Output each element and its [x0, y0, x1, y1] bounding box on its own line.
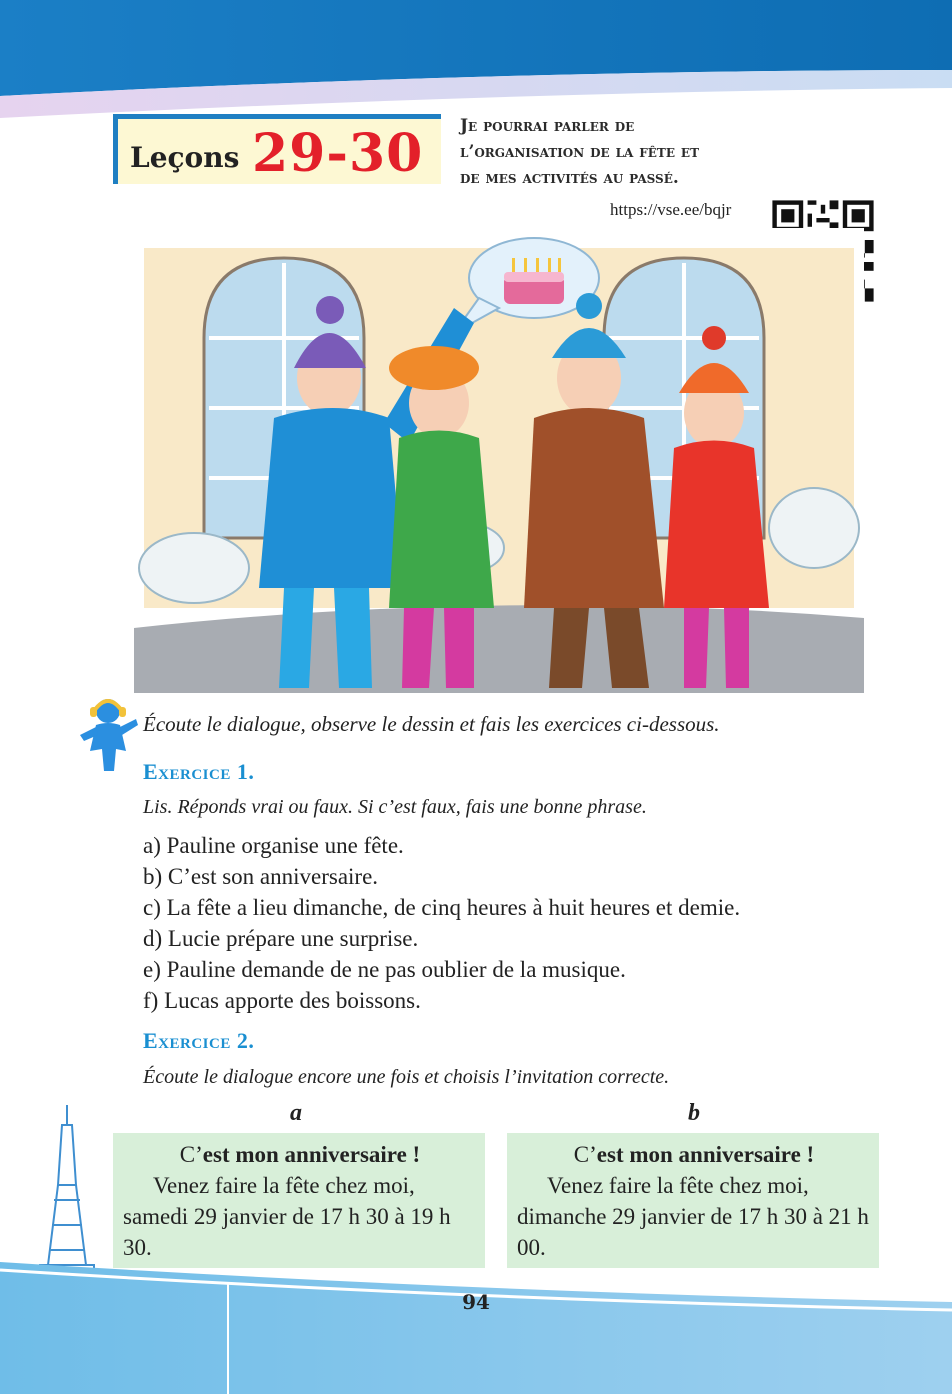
invitation-heading: [517, 1139, 871, 1170]
lesson-word: Leçons: [130, 141, 240, 174]
lesson-objective: [460, 113, 800, 191]
heading-prefix: C’: [179, 1142, 203, 1167]
objective-line: l’organisation de la fête et: [460, 142, 700, 162]
exercise2-title: Exercice 2.: [143, 1028, 255, 1053]
exercise1-list: [143, 830, 740, 1016]
invitation-card-a[interactable]: [113, 1133, 485, 1268]
headphones-figure-icon: [76, 695, 140, 773]
exercise1-title: Exercice 1.: [143, 759, 255, 784]
invitation-body: Venez faire la fête chez moi, samedi 29 janvier de 17 h 30 à 19 h 30.: [123, 1173, 451, 1260]
list-item: a) Pauline organise une fête.: [143, 833, 404, 858]
top-banner: [0, 0, 952, 125]
page-number: 94: [462, 1290, 490, 1314]
list-item: d) Lucie prépare une surprise.: [143, 926, 419, 951]
invitation-heading: [123, 1139, 477, 1170]
list-item: f) Lucas apporte des boissons.: [143, 988, 421, 1013]
lesson-number: 29-30: [252, 123, 424, 184]
heading-bold: est mon anniversaire !: [202, 1142, 421, 1167]
instruction-text: Écoute le dialogue, observe le dessin et fais les exercices ci-dessous.: [143, 712, 720, 736]
option-a-letter: a: [290, 1100, 302, 1126]
heading-bold: est mon anniversaire !: [596, 1142, 815, 1167]
list-item: b) C’est son anniversaire.: [143, 864, 379, 889]
exercise1-prompt: Lis. Réponds vrai ou faux. Si c’est faux, fais une bonne phrase.: [143, 796, 647, 818]
objective-line: de mes activités au passé.: [460, 168, 679, 188]
objective-line: Je pourrai parler de: [460, 116, 635, 136]
resource-link[interactable]: https://vse.ee/bqjr: [610, 200, 732, 219]
invitation-card-b[interactable]: [507, 1133, 879, 1268]
list-item: c) La fête a lieu dimanche, de cinq heures à huit heures et demie.: [143, 895, 741, 920]
list-item: e) Pauline demande de ne pas oublier de la musique.: [143, 957, 626, 982]
lesson-badge: [113, 114, 441, 184]
exercise2-prompt: Écoute le dialogue encore une fois et choisis l’invitation correcte.: [143, 1066, 670, 1088]
option-b-letter: b: [688, 1100, 700, 1126]
heading-prefix: C’: [573, 1142, 597, 1167]
bottom-banner: [0, 1262, 952, 1394]
children-winter-illustration: [134, 228, 864, 693]
invitation-body: Venez faire la fête chez moi, dimanche 29 janvier de 17 h 30 à 21 h 00.: [517, 1173, 869, 1260]
